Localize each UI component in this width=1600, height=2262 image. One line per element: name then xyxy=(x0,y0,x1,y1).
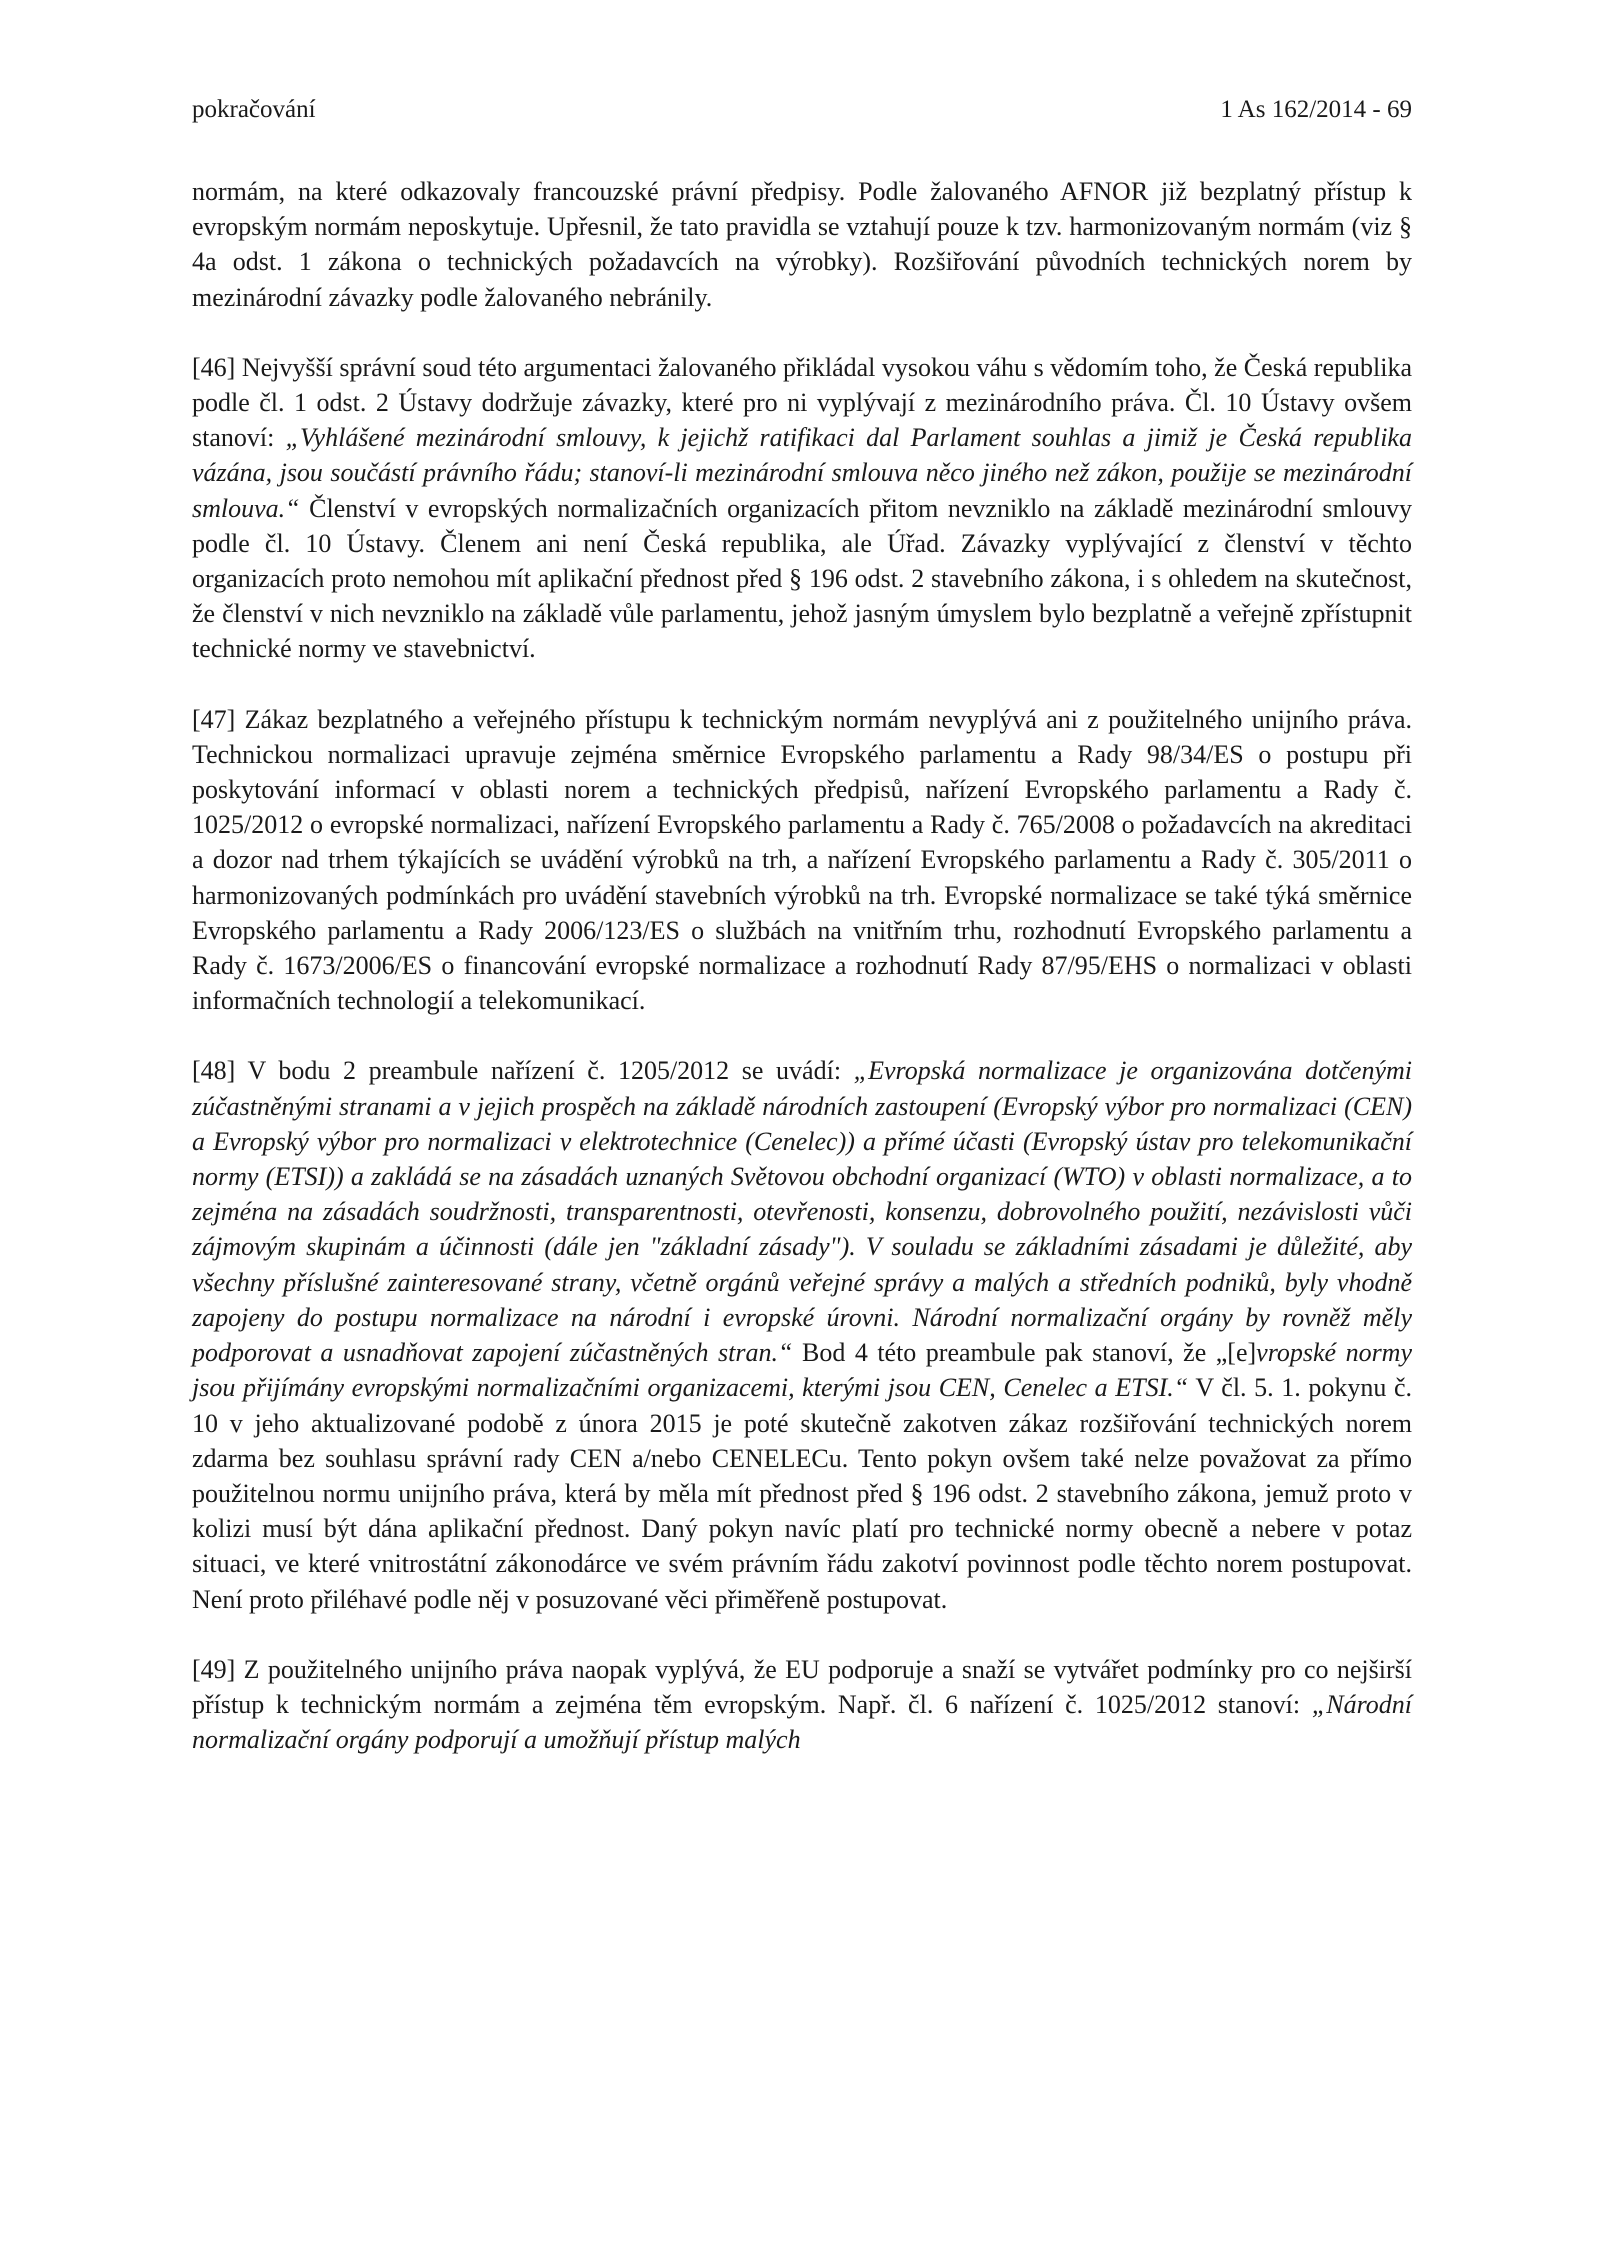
text-segment: [47] Zákaz bezplatného a veřejného přístupu k technickým normám nevyplývá ani z použitelného unijního práva. Technickou normalizaci upravuje zejména směrnice Evropského parlamentu a Rady 98/34/ES o postupu při poskytování informací v oblasti norem a technických předpisů, nařízení Evropského parlamentu a Rady č. 1025/2012 o evropské normalizaci, nařízení Evropského parlamentu a Rady č. 765/2008 o požadavcích na akreditaci a dozor nad trhem týkajících se uvádění výrobků na trh, a nařízení Evropského parlamentu a Rady č. 305/2011 o harmonizovaných podmínkách pro uvádění stavebních výrobků na trh. Evropské normalizace se také týká směrnice Evropského parlamentu a Rady 2006/123/ES o službách na vnitřním trhu, rozhodnutí Evropského parlamentu a Rady č. 1673/2006/ES o financování evropské normalizace a rozhodnutí Rady 87/95/EHS o normalizaci v oblasti informačních technologií a telekomunikací. xyxy=(192,704,1412,1016)
paragraph-48 xyxy=(192,1053,1412,1616)
text-segment: Členství v evropských normalizačních organizacích přitom nevzniklo na základě mezinárodní smlouvy podle čl. 10 Ústavy. Členem ani není Česká republika, ale Úřad. Závazky vyplývající z členství v těchto organizacích proto nemohou mít aplikační přednost před § 196 odst. 2 stavebního zákona, i s ohledem na skutečnost, že členství v nich nevzniklo na základě vůle parlamentu, jehož jasným úmyslem bylo bezplatně a veřejně zpřístupnit technické normy ve stavebnictví. xyxy=(192,493,1412,664)
text-segment: V čl. 5. 1. pokynu č. 10 v jeho aktualizované podobě z února 2015 je poté skutečně zakotven zákaz rozšiřování technických norem zdarma bez souhlasu správní rady CEN a/nebo CENELECu. Tento pokyn ovšem také nelze považovat za přímo použitelnou normu unijního práva, která by měla mít přednost před § 196 odst. 2 stavebního zákona, jemuž proto v kolizi musí být dána aplikační přednost. Daný pokyn navíc platí pro technické normy obecně a nebere v potaz situaci, ve které vnitrostátní zákonodárce ve svém právním řádu zakotví povinnost podle těchto norem postupovat. Není proto přiléhavé podle něj v posuzované věci přiměřeně postupovat. xyxy=(192,1373,1412,1614)
header-case-number: 1 As 162/2014 - 69 xyxy=(1220,96,1412,123)
text-segment: [49] Z použitelného unijního práva naopak vyplývá, že EU podporuje a snaží se vytvářet podmínky pro co nejširší přístup k technickým normám a zejména těm evropským. Např. čl. 6 nařízení č. 1025/2012 stanoví: xyxy=(192,1654,1412,1719)
quote-segment: vropské normy jsou přijímány evropskými normalizačními organizacemi, kterými jsou CEN, Cenelec a ETSI.“ xyxy=(192,1338,1413,1403)
text-segment: [46] Nejvyšší správní soud této argumentaci žalovaného přikládal vysokou váhu s vědomím toho, že Česká republika podle čl. 1 odst. 2 Ústavy dodržuje závazky, které pro ni vyplývají z mezinárodního práva. Čl. 10 Ústavy ovšem stanoví: xyxy=(192,352,1412,453)
text-segment: [48] V bodu 2 preambule nařízení č. 1205/2012 se uvádí: xyxy=(192,1056,854,1086)
paragraph-47 xyxy=(192,702,1412,1019)
document-page xyxy=(192,92,1412,1792)
paragraph-46 xyxy=(192,350,1412,667)
header-continuation: pokračování xyxy=(192,96,316,123)
quote-segment: „Národní normalizační orgány podporují a umožňují přístup malých xyxy=(192,1689,1412,1755)
quote-segment: „Evropská normalizace je organizována dotčenými zúčastněnými stranami a v jejich prospěch na základě národních zastoupení (Evropský výbor pro normalizaci (CEN) a Evropský výbor pro normalizaci v elektrotechnice (Cenelec)) a přímé účasti (Evropský ústav pro telekomunikační normy (ETSI)) a zakládá se na zásadách uznaných Světovou obchodní organizací (WTO) v oblasti normalizace, a to zejména na zásadách soudržnosti, transparentnosti, otevřenosti, konsenzu, dobrovolného použití, nezávislosti vůči zájmovým skupinám a účinnosti (dále jen "základní zásady"). V souladu se základními zásadami je důležité, aby všechny příslušné zainteresované strany, včetně orgánů veřejné správy a malých a středních podniků, byly vhodně zapojeny do postupu normalizace na národní i evropské úrovni. Národní normalizační orgány by rovněž měly podporovat a usnadňovat zapojení zúčastněných stran.“ xyxy=(192,1056,1412,1368)
paragraph-45-continued xyxy=(192,174,1412,315)
text-segment: normám, na které odkazovaly francouzské právní předpisy. Podle žalovaného AFNOR již bezplatný přístup k evropským normám neposkytuje. Upřesnil, že tato pravidla se vztahují pouze k tzv. harmonizovaným normám (viz § 4a odst. 1 zákona o technických požadavcích na výrobky). Rozšiřování původních technických norem by mezinárodní závazky podle žalovaného nebránily. xyxy=(192,177,1412,312)
quote-segment: „Vyhlášené mezinárodní smlouvy, k jejichž ratifikaci dal Parlament souhlas a jimiž je Česká republika vázána, jsou součástí právního řádu; stanoví-li mezinárodní smlouva něco jiného než zákon, použije se mezinárodní smlouva.“ xyxy=(192,423,1412,523)
paragraph-49 xyxy=(192,1652,1412,1758)
page-header xyxy=(192,92,1412,128)
text-segment: Bod 4 této preambule pak stanoví, že „[e] xyxy=(792,1338,1257,1368)
